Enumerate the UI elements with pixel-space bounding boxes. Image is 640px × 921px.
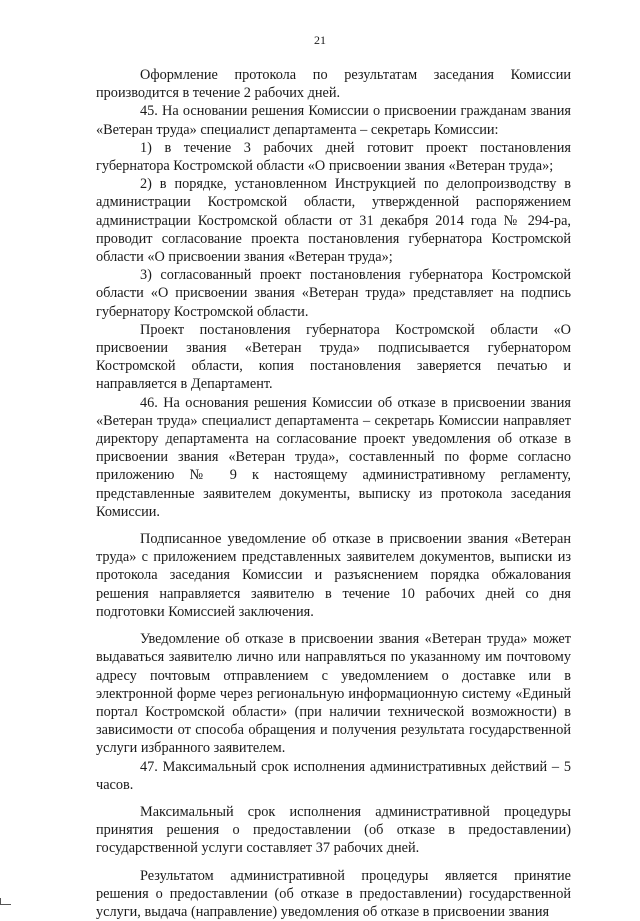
paragraph-46: 46. На основания решения Комиссии об отказе в присвоении звания «Ветеран труда» специалист департамента – секретарь Комиссии направляет директору департамента на согласование проект уведомления об отказе в присвоении звания «Ветеран труда», составленный по форме согласно приложению № 9 к настоящему административному регламенту, представленные заявителем документы, выписку из протокола заседания Комиссии. <box>96 394 571 520</box>
paragraph-47: 47. Максимальный срок исполнения административных действий – 5 часов. <box>96 758 571 793</box>
paragraph-protocol-timing: Оформление протокола по результатам заседания Комиссии производится в течение 2 рабочих дней. <box>96 67 571 102</box>
paragraph-45-intro: 45. На основании решения Комиссии о присвоении гражданам звания «Ветеран труда» специалист департамента – секретарь Комиссии: <box>96 103 571 138</box>
paragraph-45-item-3: 3) согласованный проект постановления губернатора Костромской области «О присвоении звания «Ветеран труда» представляет на подпись губернатору Костромской области. <box>96 267 571 320</box>
paragraph-45-item-1: 1) в течение 3 рабочих дней готовит проект постановления губернатора Костромской области «О присвоении звания «Ветеран труда»; <box>96 139 571 175</box>
paragraph-max-term: Максимальный срок исполнения административной процедуры принятия решения о предоставлении (об отказе в предоставлении) государственной услуги составляет 37 рабочих дней. <box>96 803 571 857</box>
paragraph-decree-signing: Проект постановления губернатора Костромской области «О присвоении звания «Ветеран труда» подписывается губернатором Костромской области, копия постановления заверяется печатью и направляется в Департамент. <box>96 321 571 393</box>
paragraph-signed-notice: Подписанное уведомление об отказе в присвоении звания «Ветеран труда» с приложением представленных заявителем документов, выписки из протокола заседания Комиссии и разъяснением порядка обжалования решения направляется заявителю в течение 10 рабочих дней со дня подготовки Комиссией заключения. <box>96 531 571 620</box>
page-number: 21 <box>314 33 326 47</box>
paragraph-procedure-result: Результатом административной процедуры является принятие решения о предоставлении (об отказе в предоставлении) государственной услуги, выдача (направление) уведомления об отказе в присвоении звания <box>96 867 571 920</box>
document-body <box>96 66 571 921</box>
scan-corner-mark <box>0 898 11 905</box>
paragraph-45-item-2: 2) в порядке, установленном Инструкцией по делопроизводству в администрации Костромской области, утвержденной распоряжением администрации Костромской области от 31 декабря 2014 года № 294-ра, проводит согласование проекта постановления губернатора Костромской области «О присвоении звания «Ветеран труда»; <box>96 176 571 266</box>
paragraph-notice-delivery: Уведомление об отказе в присвоении звания «Ветеран труда» может выдаваться заявителю лично или направляться по указанному им почтовому адресу почтовым отправлением с уведомлением о доставке или в электронной форме через региональную информационную систему «Единый портал Костромской области» (при наличии технической возможности) в зависимости от способа обращения и получения результата государственной услуги избранного заявителем. <box>96 631 571 757</box>
